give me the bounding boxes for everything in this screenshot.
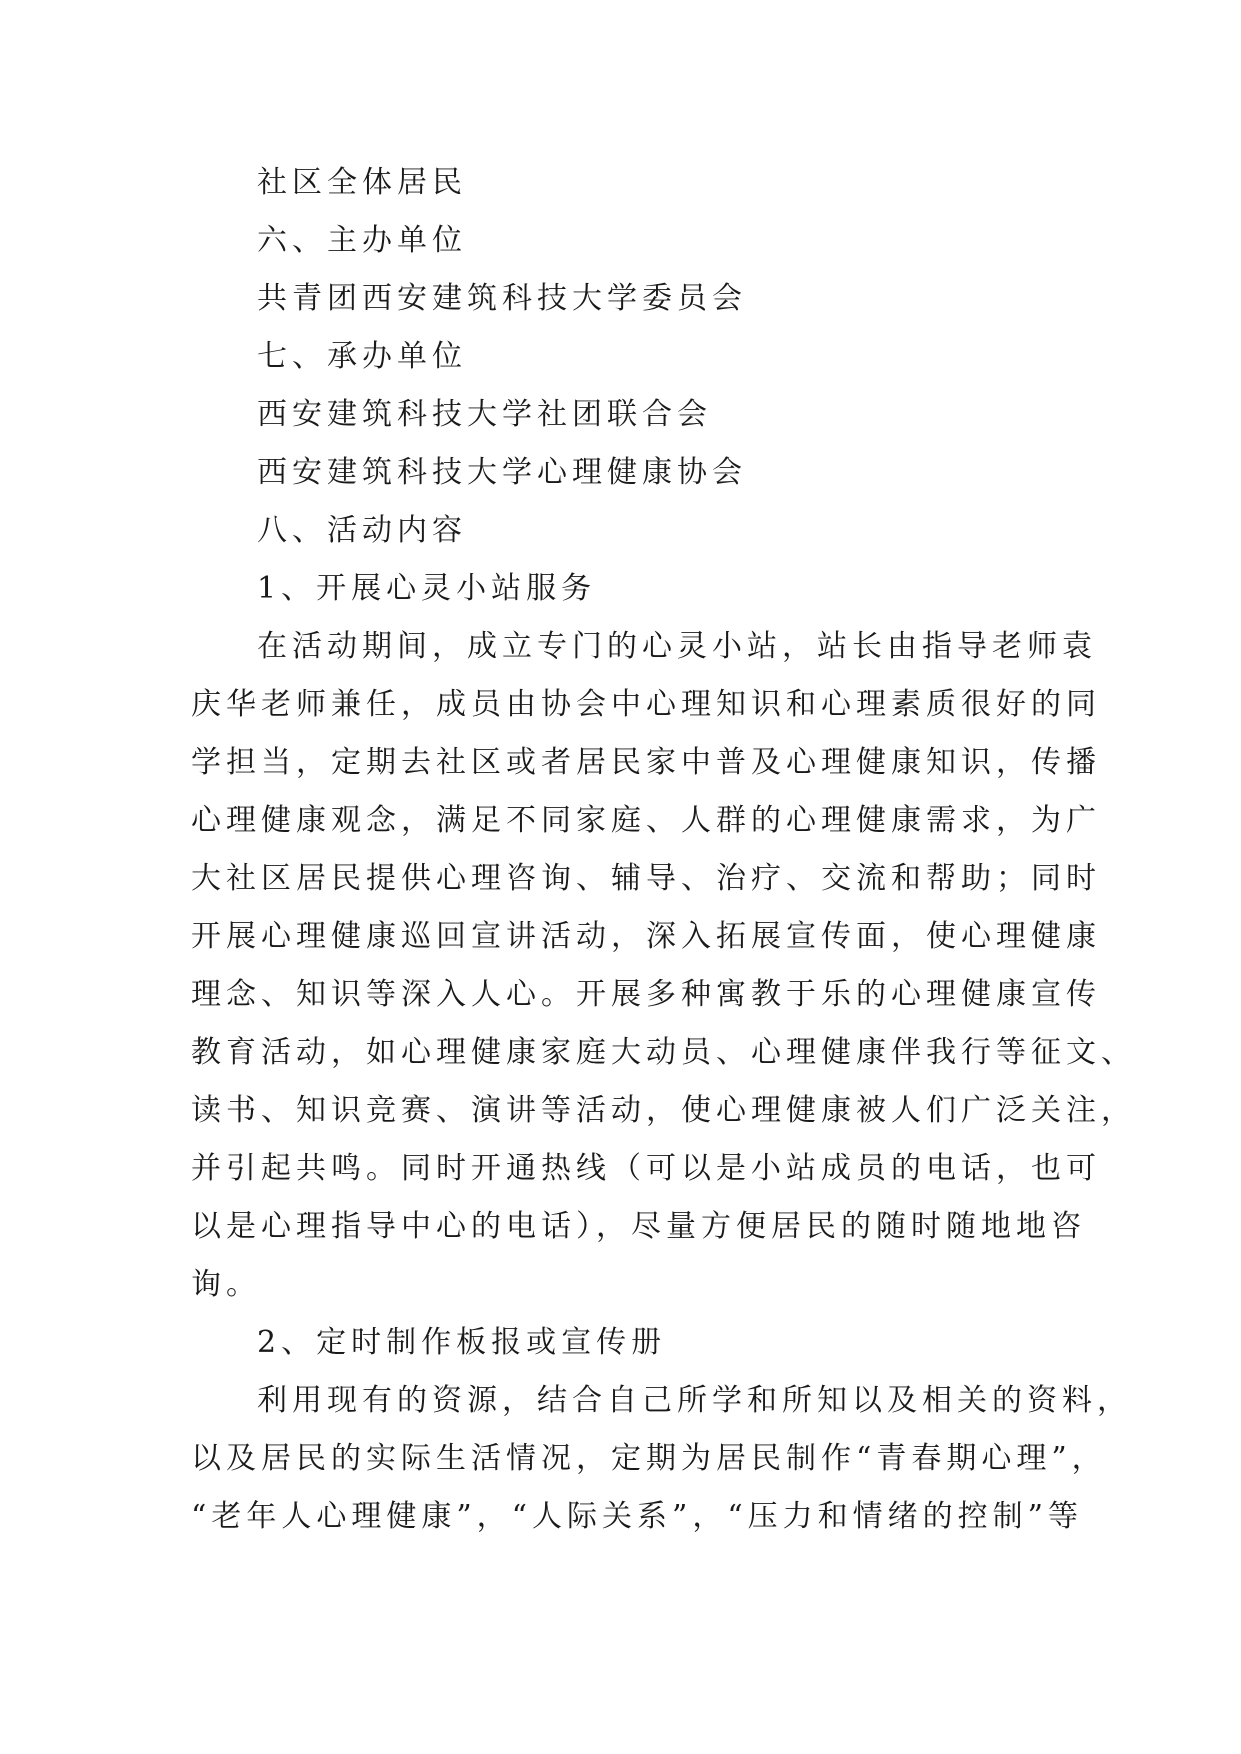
paragraph-line: 开展心理健康巡回宣讲活动，深入拓展宣传面，使心理健康 — [191, 919, 1101, 954]
section-heading-activities: 八、活动内容 — [257, 513, 467, 548]
paragraph-line: 在活动期间，成立专门的心灵小站，站长由指导老师袁 — [257, 629, 1097, 664]
text-line-host-1: 西安建筑科技大学社团联合会 — [257, 397, 712, 432]
paragraph-line: 以是心理指导中心的电话），尽量方便居民的随时随地地咨 — [191, 1209, 1086, 1244]
section-heading-organizer: 六、主办单位 — [257, 223, 467, 258]
paragraph-line: 询。 — [191, 1267, 261, 1302]
paragraph-line: 读书、知识竞赛、演讲等活动，使心理健康被人们广泛关注， — [191, 1093, 1136, 1128]
section-heading-host: 七、承办单位 — [257, 339, 467, 374]
text-line-organizer: 共青团西安建筑科技大学委员会 — [257, 281, 747, 316]
paragraph-line: “老年人心理健康”，“人际关系”，“压力和情绪的控制”等 — [191, 1499, 1084, 1534]
subheading-bulletin: 2、定时制作板报或宣传册 — [257, 1325, 667, 1360]
paragraph-line: 利用现有的资源，结合自己所学和所知以及相关的资料， — [257, 1383, 1132, 1418]
paragraph-line: 理念、知识等深入人心。开展多种寓教于乐的心理健康宣传 — [191, 977, 1101, 1012]
subheading-heart-station: 1、开展心灵小站服务 — [257, 571, 597, 606]
text-line-host-2: 西安建筑科技大学心理健康协会 — [257, 455, 747, 490]
paragraph-line: 庆华老师兼任，成员由协会中心理知识和心理素质很好的同 — [191, 687, 1101, 722]
paragraph-line: 心理健康观念，满足不同家庭、人群的心理健康需求，为广 — [191, 803, 1101, 838]
paragraph-line: 学担当，定期去社区或者居民家中普及心理健康知识，传播 — [191, 745, 1101, 780]
paragraph-line: 并引起共鸣。同时开通热线（可以是小站成员的电话，也可 — [191, 1151, 1101, 1186]
paragraph-line: 大社区居民提供心理咨询、辅导、治疗、交流和帮助；同时 — [191, 861, 1101, 896]
text-line-target-audience: 社区全体居民 — [257, 165, 467, 200]
paragraph-line: 教育活动，如心理健康家庭大动员、心理健康伴我行等征文、 — [191, 1035, 1136, 1070]
paragraph-line: 以及居民的实际生活情况，定期为居民制作“青春期心理”， — [191, 1441, 1107, 1476]
